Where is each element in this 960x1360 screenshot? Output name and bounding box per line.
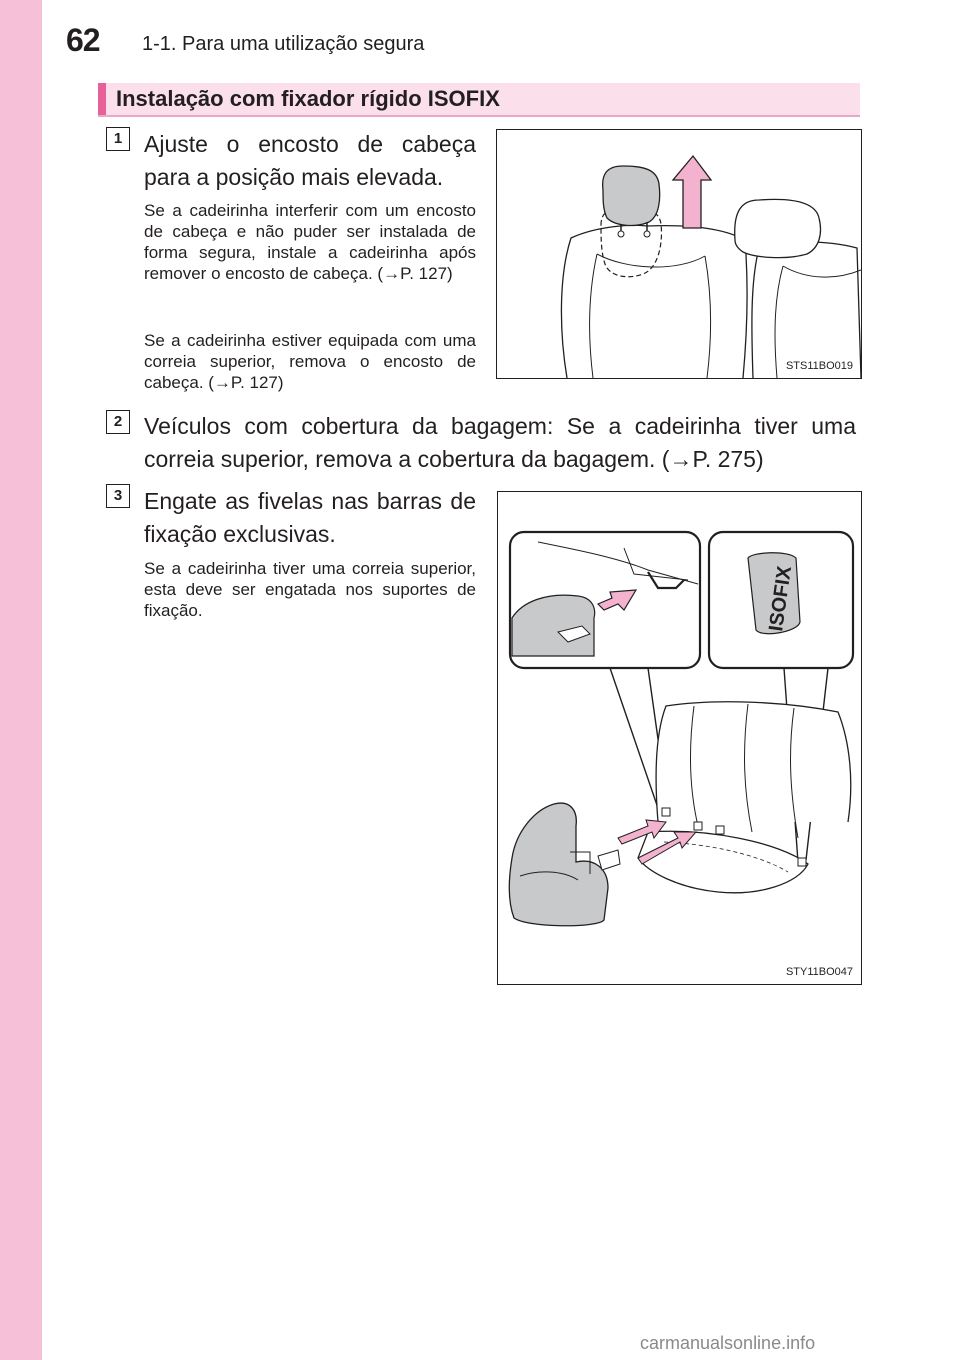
- figure-2-code: STY11BO047: [785, 966, 853, 978]
- step-number-2: 2: [106, 410, 130, 434]
- step-1-note-1: Se a cadeirinha interferir com um encosto de cabeça e não puder ser instalada de forma segura, instale a cadeirinha após remover o encosto de cabeça. (→P. 127): [144, 201, 476, 283]
- watermark: carmanualsonline.info: [640, 1333, 816, 1353]
- inset-isofix-label-view: [748, 553, 800, 634]
- isofix-figure: [497, 491, 862, 985]
- section-title: Instalação com fixador rígido ISOFIX: [116, 86, 500, 111]
- headrest-figure: [496, 129, 862, 379]
- step-2-text-line2: correia superior, remova a cobertura da bagagem. (→P. 275): [144, 446, 764, 472]
- figure-1-code: STS11BO019: [785, 360, 853, 372]
- step-number-1: 1: [106, 127, 130, 151]
- step-3-note-1: Se a cadeirinha tiver uma correia superior, esta deve ser engatada nos suportes de fixação.: [144, 559, 476, 620]
- isofix-label: ISOFIX: [765, 564, 797, 633]
- step-3-text-line2: fixação exclusivas.: [144, 521, 336, 547]
- step-1-text-line1: Ajuste o encosto de cabeça: [144, 131, 476, 157]
- step-number-3: 3: [106, 484, 130, 508]
- step-3-text-line1: Engate as fivelas nas barras de: [144, 488, 476, 514]
- section-accent: [98, 83, 106, 115]
- rear-seat-view: [509, 702, 851, 926]
- chapter-title: 1-1. Para uma utilização segura: [142, 33, 425, 55]
- headrest-illustration: [497, 130, 862, 379]
- step-1-note-2: Se a cadeirinha estiver equipada com uma correia superior, remova o encosto de cabeça. (→P. 127): [144, 331, 476, 392]
- chapter-sidebar: [0, 0, 42, 1360]
- section-header: [98, 83, 860, 117]
- step-2-text-line1: Veículos com cobertura da bagagem: Se a cadeirinha tiver uma: [144, 413, 856, 439]
- step-1-text-line2: para a posição mais elevada.: [144, 164, 444, 190]
- page-number: 62: [66, 22, 100, 58]
- isofix-illustration: [498, 492, 862, 985]
